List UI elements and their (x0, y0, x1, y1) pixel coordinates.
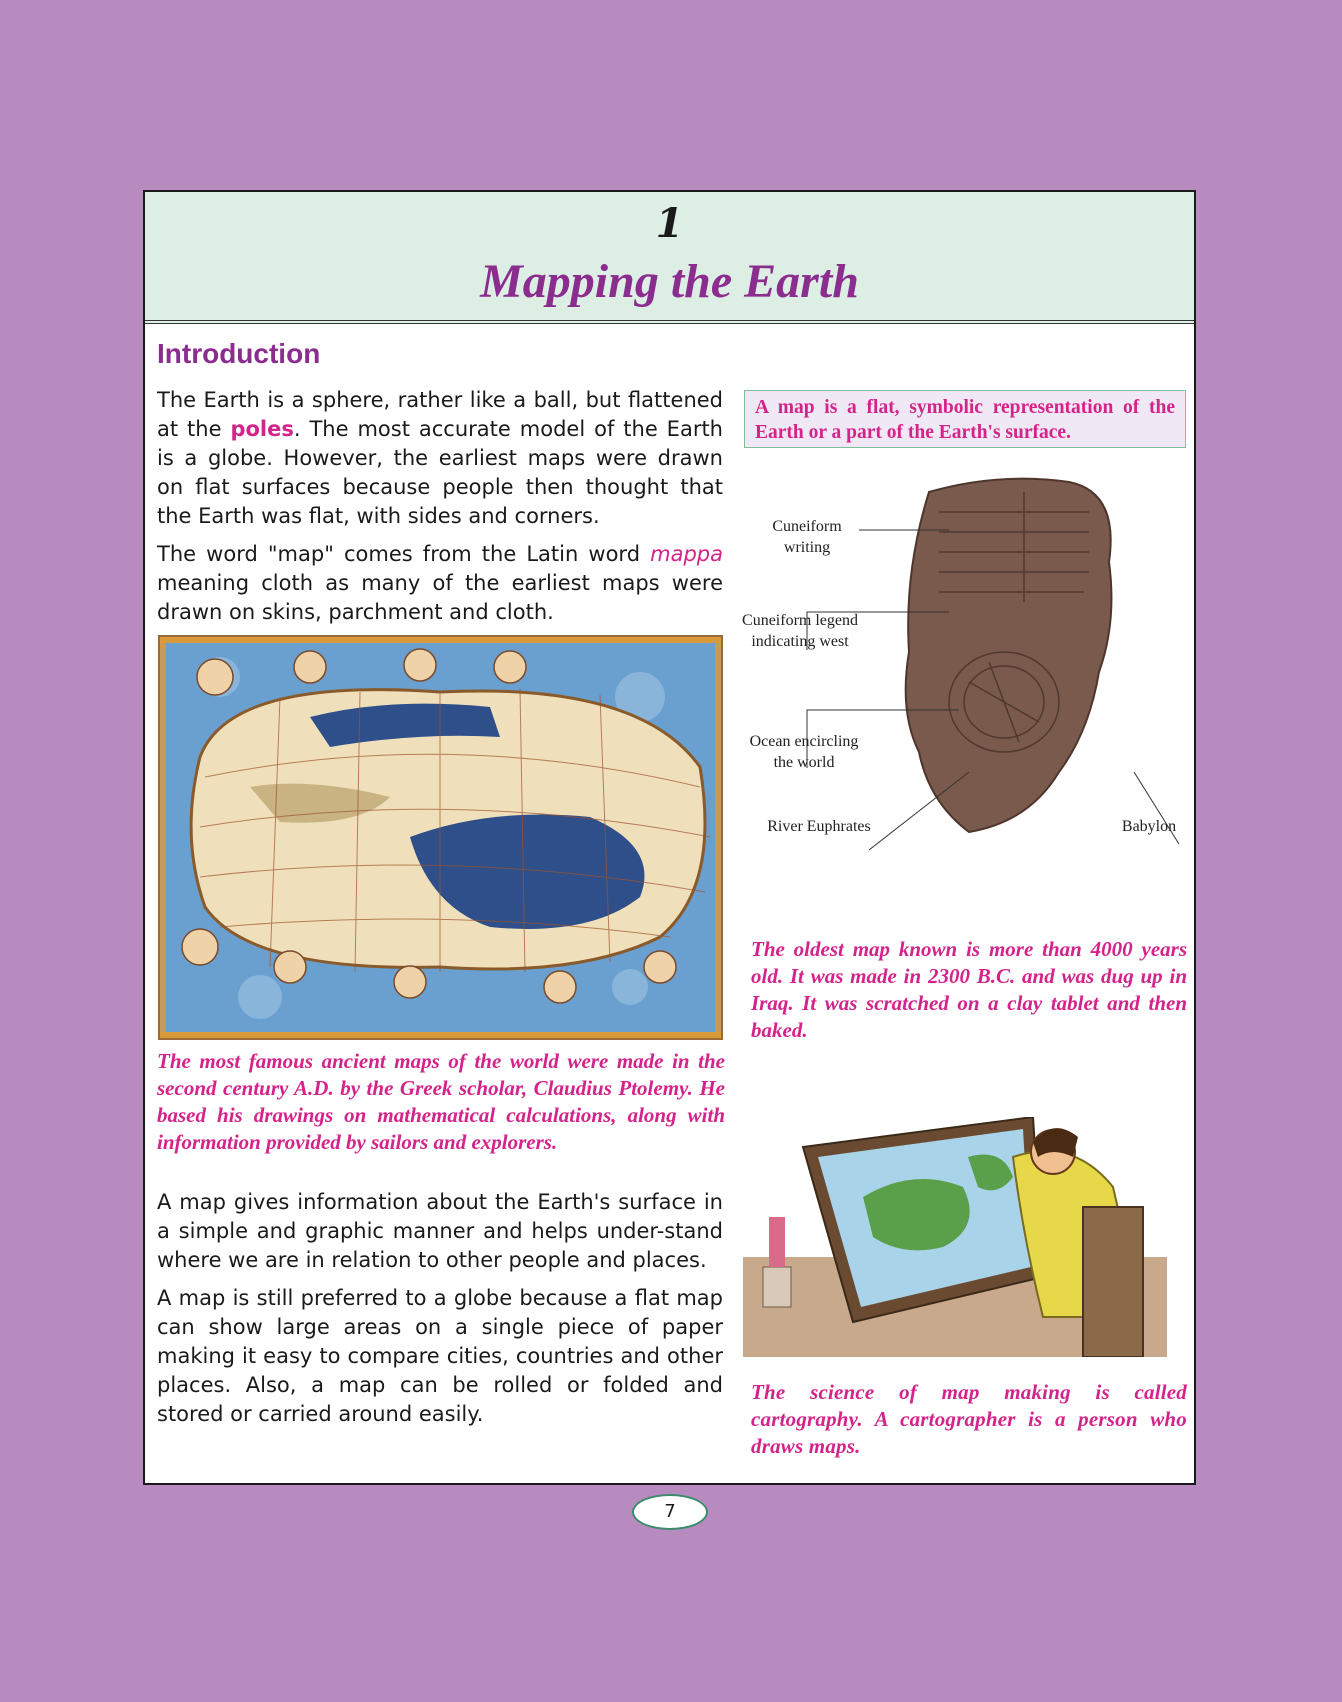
label-cuneiform-legend-l1: Cuneiform legend (742, 612, 858, 629)
ptolemy-map-image (158, 635, 723, 1040)
intro-text (157, 386, 723, 627)
label-cuneiform-writing-l1: Cuneiform (772, 518, 842, 535)
page-frame (143, 190, 1196, 1485)
introduction-heading: Introduction (157, 338, 321, 369)
label-ocean-l1: Ocean encircling (749, 733, 859, 750)
ptolemy-caption: The most famous ancient maps of the world were made in the second century A.D. by the Greek scholar, Claudius Ptolemy. He based his drawings on mathematical calculations, along with information provided by sailors and explorers. (157, 1049, 725, 1154)
chapter-header (145, 192, 1194, 324)
map-definition-box: A map is a flat, symbolic representation of the Earth or a part of the Earth's surface. (744, 390, 1186, 448)
p2-text-b: meaning cloth as many of the earliest maps were drawn on skins, parchment and cloth. (157, 571, 723, 624)
lower-text (157, 1188, 723, 1429)
label-ocean (743, 731, 865, 773)
clay-tablet-figure (739, 472, 1189, 892)
ptolemy-map-svg (160, 637, 721, 1038)
p2-text-a: The word "map" comes from the Latin word (157, 542, 651, 566)
poles-term: poles (230, 417, 294, 441)
p1-text-b: . The most accurate model of the Earth is a globe. However, the earliest maps were drawn on flat surfaces because people then thought that the Earth was flat, with sides and corners. (157, 417, 723, 528)
label-river-euphrates: River Euphrates (767, 818, 871, 835)
chapter-number: 1 (655, 200, 684, 247)
paragraph-3: A map gives information about the Earth's surface in a simple and graphic manner and helps under-stand where we are in relation to other people and places. (157, 1190, 723, 1272)
p1-text-a: The Earth is a sphere, rather like a ball, but flattened at the (157, 388, 723, 441)
page-number: 7 (632, 1494, 708, 1530)
label-cuneiform-writing-l2: writing (783, 539, 831, 556)
label-cuneiform-writing (757, 516, 857, 558)
mappa-term: mappa (650, 542, 723, 566)
intro-paragraph-1 (157, 386, 723, 531)
cartographer-illustration (743, 1117, 1167, 1357)
paragraph-4: A map is still preferred to a globe because a flat map can show large areas on a single piece of paper making it easy to compare cities, countries and other places. Also, a map can be rolled or folded and stored or carried around easily. (157, 1286, 723, 1426)
intro-paragraph-2 (157, 540, 723, 627)
cartography-caption: The science of map making is called cartography. A cartographer is a person who draws maps. (751, 1380, 1187, 1458)
label-babylon: Babylon (1121, 818, 1177, 835)
label-ocean-l2: the world (773, 754, 835, 771)
tablet-caption: The oldest map known is more than 4000 years old. It was made in 2300 B.C. and was dug up in Iraq. It was scratched on a clay tablet and then baked. (751, 937, 1187, 1042)
cartographer-svg (743, 1117, 1167, 1357)
label-cuneiform-legend-l2: indicating west (751, 633, 849, 650)
chapter-title: Mapping the Earth (480, 255, 859, 308)
label-cuneiform-legend (739, 610, 861, 652)
